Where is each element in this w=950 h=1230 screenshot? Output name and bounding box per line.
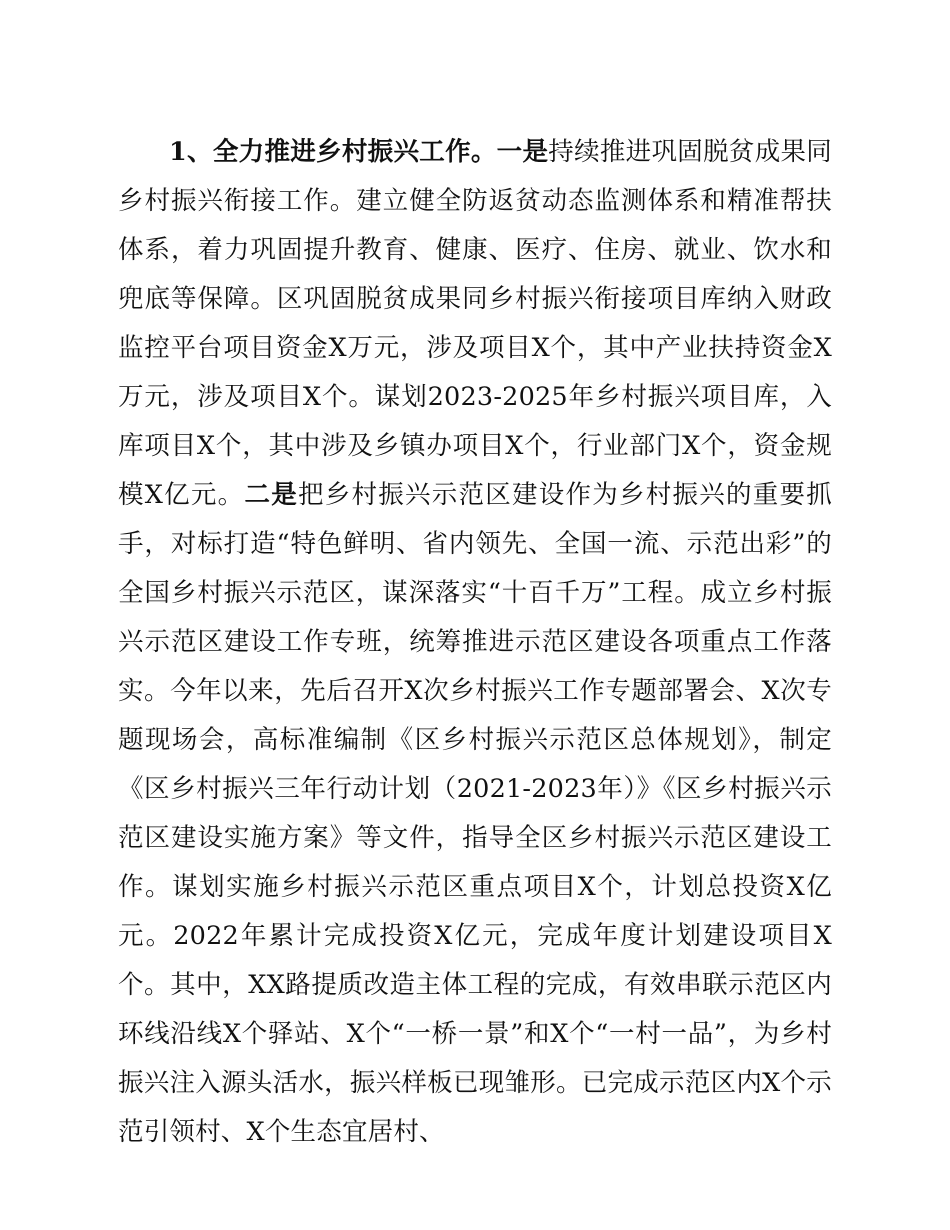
paragraph <box>118 128 832 1157</box>
paragraph-text-two: 把乡村振兴示范区建设作为乡村振兴的重要抓手，对标打造“特色鲜明、省内领先、全国一流、示范出彩”的全国乡村振兴示范区，谋深落实“十百千万”工程。成立乡村振兴示范区建设工作专班，统筹推进示范区建设各项重点工作落实。今年以来，先后召开X次乡村振兴工作专题部署会、X次专题现场会，高标准编制《区乡村振兴示范区总体规划》，制定《区乡村振兴三年行动计划（2021-2023年）》《区乡村振兴示范区建设实施方案》等文件，指导全区乡村振兴示范区建设工作。谋划实施乡村振兴示范区重点项目X个，计划总投资X亿元。2022年累计完成投资X亿元，完成年度计划建设项目X个。其中，XX路提质改造主体工程的完成，有效串联示范区内环线沿线X个驿站、X个“一桥一景”和X个“一村一品”，为乡村振兴注入源头活水，振兴样板已现雏形。已完成示范区内X个示范引领村、X个生态宜居村、 <box>118 480 832 1147</box>
document-body <box>118 128 832 1157</box>
paragraph-text-one: 持续推进巩固脱贫成果同乡村振兴衔接工作。建立健全防返贫动态监测体系和精准帮扶体系，着力巩固提升教育、健康、医疗、住房、就业、饮水和兜底等保障。区巩固脱贫成果同乡村振兴衔接项目库纳入财政监控平台项目资金X万元，涉及项目X个，其中产业扶持资金X万元，涉及项目X个。谋划2023-2025年乡村振兴项目库，入库项目X个，其中涉及乡镇办项目X个，行业部门X个，资金规模X亿元。 <box>118 137 833 510</box>
paragraph-marker-one: 一是 <box>496 137 549 167</box>
paragraph-heading-run: 1、全力推进乡村振兴工作。 <box>169 137 497 167</box>
paragraph-marker-two: 二是 <box>244 480 298 510</box>
